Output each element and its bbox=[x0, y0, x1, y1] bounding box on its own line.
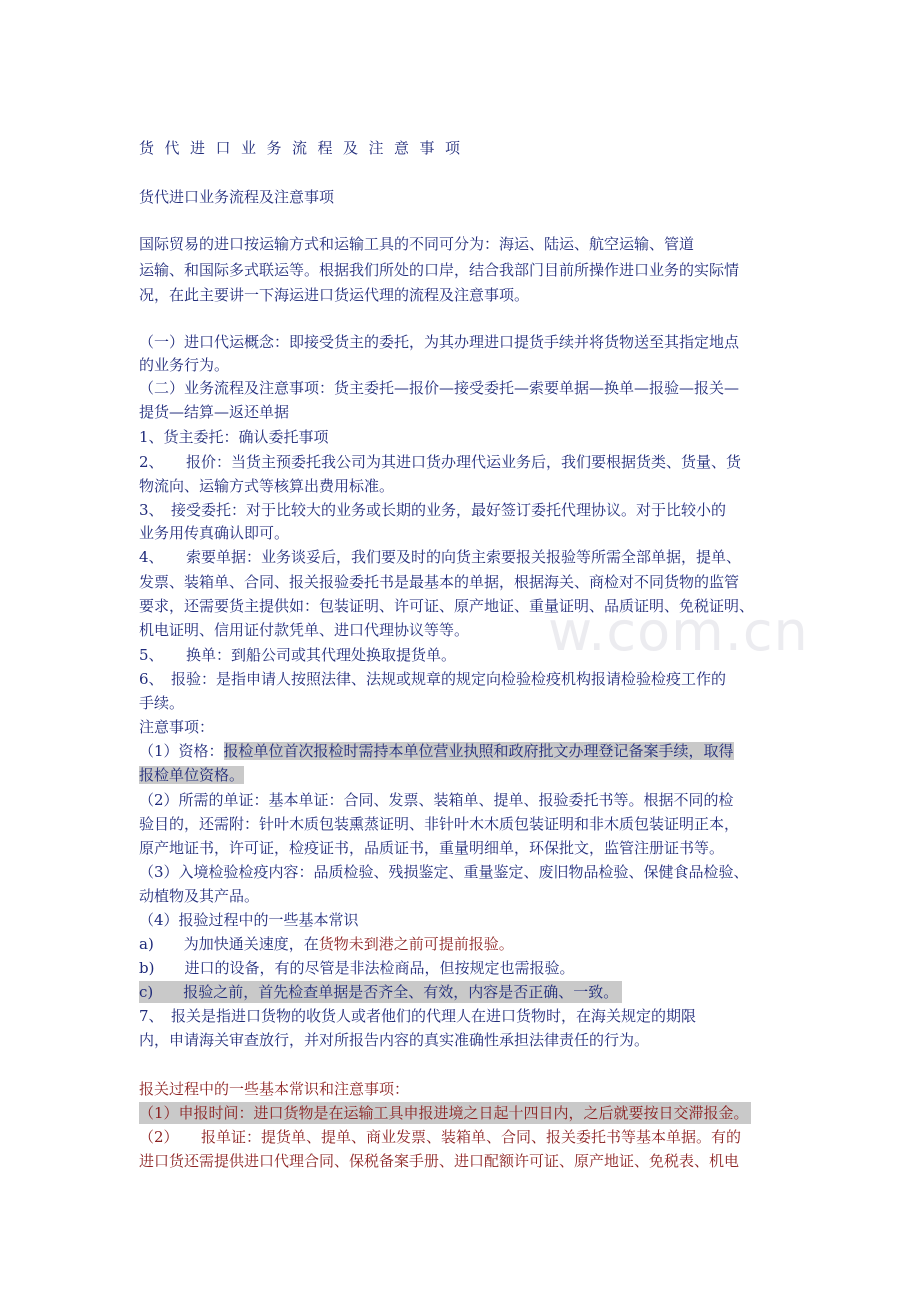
tip-a bbox=[139, 933, 514, 955]
intro-line: 国际贸易的进口按运输方式和运输工具的不同可分为：海运、陆运、航空运输、管道 bbox=[139, 235, 695, 253]
body-line: （3）入境检验检疫内容：品质检验、残损鉴定、重量鉴定、废旧物品检验、保健食品检验、 bbox=[139, 863, 749, 881]
body-line: 4、 索要单据：业务谈妥后，我们要及时的向货主索要报关报验等所需全部单据，提单、 bbox=[139, 548, 742, 566]
body-line: （2）所需的单证：基本单证：合同、发票、装箱单、提单、报验委托书等。根据不同的检 bbox=[139, 791, 734, 809]
body-line: 提货—结算—返还单据 bbox=[139, 403, 290, 421]
tip-c-highlighted: c) 报验之前，首先检查单据是否齐全、有效，内容是否正确、一致。 bbox=[139, 981, 622, 1003]
highlighted-text: 报检单位首次报检时需持本单位营业执照和政府批文办理登记备案手续，取得 bbox=[223, 742, 734, 760]
body-line: 注意事项： bbox=[139, 718, 215, 736]
body-line: 物流向、运输方式等核算出费用标准。 bbox=[139, 477, 395, 495]
customs-heading: 报关过程中的一些基本常识和注意事项： bbox=[139, 1080, 410, 1098]
body-line: 的业务行为。 bbox=[139, 356, 230, 374]
customs-item-2: （2） 报单证：提货单、提单、商业发票、装箱单、合同、报关委托书等基本单据。有的 bbox=[139, 1128, 742, 1146]
body-line: （一）进口代运概念：即接受货主的委托，为其办理进口提货手续并将货物送至其指定地点 bbox=[139, 333, 740, 351]
body-line: 内，申请海关审查放行，并对所报告内容的真实准确性承担法律责任的行为。 bbox=[139, 1031, 650, 1049]
body-line: 动植物及其产品。 bbox=[139, 887, 260, 905]
highlighted-text: 报检单位资格。 bbox=[139, 766, 245, 784]
qualification-label: （1）资格： bbox=[139, 742, 224, 760]
body-line: 要求，还需要货主提供如：包装证明、许可证、原产地证、重量证明、品质证明、免税证明、 bbox=[139, 597, 755, 615]
qualification-line bbox=[139, 764, 244, 786]
watermark: w.com.cn bbox=[548, 600, 809, 663]
body-line: 发票、装箱单、合同、报关报验委托书是最基本的单据，根据海关、商检对不同货物的监管 bbox=[139, 573, 740, 591]
body-line: 验目的，还需附：针叶木质包装熏蒸证明、非针叶木木质包装证明和非木质包装证明正本， bbox=[139, 815, 740, 833]
body-line: 手续。 bbox=[139, 694, 185, 712]
body-line: （二）业务流程及注意事项：货主委托—报价—接受委托—索要单据—换单—报验—报关— bbox=[139, 379, 740, 397]
intro-line: 况，在此主要讲一下海运进口货运代理的流程及注意事项。 bbox=[139, 286, 530, 304]
tip-b: b) 进口的设备，有的尽管是非法检商品，但按规定也需报验。 bbox=[139, 959, 575, 977]
qualification-line bbox=[139, 740, 734, 762]
body-line: 5、 换单：到船公司或其代理处换取提货单。 bbox=[139, 646, 457, 664]
body-line: （4）报验过程中的一些基本常识 bbox=[139, 911, 359, 929]
doc-subtitle: 货代进口业务流程及注意事项 bbox=[139, 188, 335, 206]
customs-item-2: 进口货还需提供进口代理合同、保税备案手册、进口配额许可证、原产地证、免税表、机电 bbox=[139, 1152, 740, 1170]
customs-item-1: （1）申报时间：进口货物是在运输工具申报进境之日起十四日内，之后就要按日交滞报金。 bbox=[139, 1104, 749, 1122]
body-line: 原产地证书，许可证，检疫证书，品质证书，重量明细单，环保批文，监管注册证书等。 bbox=[139, 839, 725, 857]
body-line: 7、 报关是指进口货物的收货人或者他们的代理人在进口货物时，在海关规定的期限 bbox=[139, 1007, 697, 1025]
body-line: 机电证明、信用证付款凭单、进口代理协议等等。 bbox=[139, 621, 470, 639]
intro-line: 运输、和国际多式联运等。根据我们所处的口岸，结合我部门目前所操作进口业务的实际情 bbox=[139, 261, 740, 279]
body-line: 2、 报价：当货主预委托我公司为其进口货办理代运业务后，我们要根据货类、货量、货 bbox=[139, 453, 742, 471]
body-line: 3、 接受委托：对于比较大的业务或长期的业务，最好签订委托代理协议。对于比较小的 bbox=[139, 501, 727, 519]
doc-title: 货代进口业务流程及注意事项 bbox=[139, 139, 471, 157]
tip-a-red-text: 货物未到港之前可提前报验。 bbox=[318, 935, 514, 953]
tip-a-text: a) 为加快通关速度，在 bbox=[139, 935, 319, 953]
body-line: 6、 报验：是指申请人按照法律、法规或规章的规定向检验检疫机构报请检验检疫工作的 bbox=[139, 670, 727, 688]
body-line: 1、货主委托：确认委托事项 bbox=[139, 428, 329, 446]
body-line: 业务用传真确认即可。 bbox=[139, 524, 290, 542]
